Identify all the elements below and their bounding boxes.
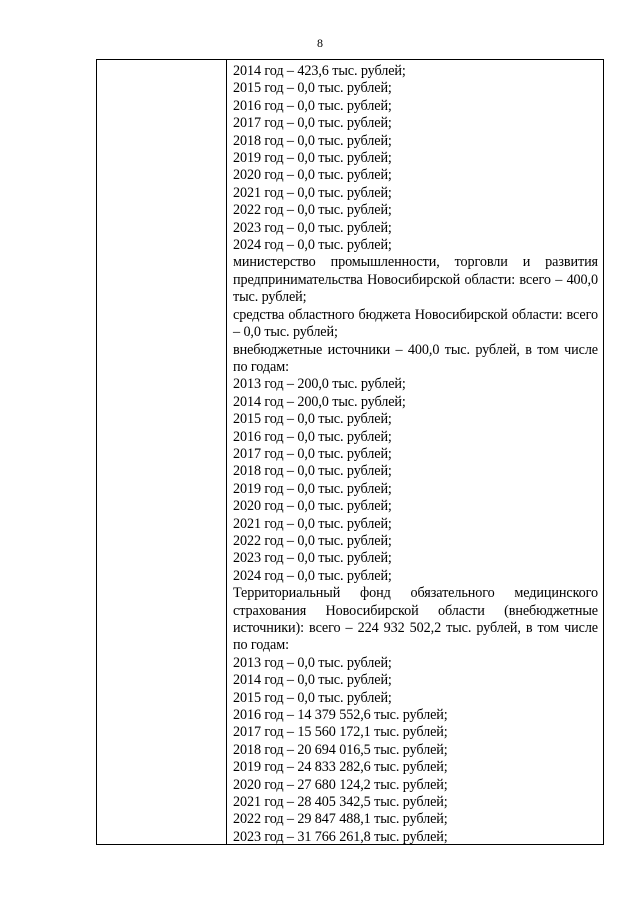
- funding-year-line: 2019 год – 24 833 282,6 тыс. рублей;: [233, 759, 448, 776]
- funding-year-line: 2023 год – 31 766 261,8 тыс. рублей;: [233, 828, 448, 844]
- page-number: 8: [317, 36, 323, 50]
- funding-year-line: 2024 год – 0,0 тыс. рублей;: [233, 567, 392, 584]
- funding-year-line: 2019 год – 0,0 тыс. рублей;: [233, 150, 392, 167]
- funding-year-line: 2017 год – 0,0 тыс. рублей;: [233, 445, 392, 462]
- funding-year-line: 2021 год – 0,0 тыс. рублей;: [233, 184, 392, 201]
- table-left-cell: [97, 60, 227, 844]
- funding-year-line: 2020 год – 0,0 тыс. рублей;: [233, 498, 392, 515]
- funding-years-block-3: [233, 655, 598, 844]
- funding-year-line: 2022 год – 0,0 тыс. рублей;: [233, 532, 392, 549]
- funding-year-line: 2023 год – 0,0 тыс. рублей;: [233, 550, 392, 567]
- funding-year-line: 2018 год – 20 694 016,5 тыс. рублей;: [233, 741, 448, 758]
- funding-year-line: 2016 год – 0,0 тыс. рублей;: [233, 97, 392, 114]
- funding-year-line: 2018 год – 0,0 тыс. рублей;: [233, 463, 392, 480]
- funding-year-line: 2016 год – 14 379 552,6 тыс. рублей;: [233, 707, 448, 724]
- funding-year-line: 2013 год – 0,0 тыс. рублей;: [233, 654, 392, 671]
- funding-year-line: 2020 год – 0,0 тыс. рублей;: [233, 167, 392, 184]
- funding-year-line: 2017 год – 15 560 172,1 тыс. рублей;: [233, 724, 448, 741]
- funding-year-line: 2023 год – 0,0 тыс. рублей;: [233, 219, 392, 236]
- funding-year-line: 2022 год – 0,0 тыс. рублей;: [233, 202, 392, 219]
- funding-years-block-1: [233, 63, 598, 254]
- funding-year-line: 2017 год – 0,0 тыс. рублей;: [233, 115, 392, 132]
- funding-year-line: 2018 год – 0,0 тыс. рублей;: [233, 132, 392, 149]
- regional-budget-paragraph: средства областного бюджета Новосибирской области: всего – 0,0 тыс. рублей;: [233, 306, 598, 341]
- funding-years-block-2: [233, 376, 598, 585]
- funding-year-line: 2014 год – 0,0 тыс. рублей;: [233, 672, 392, 689]
- funding-year-line: 2019 год – 0,0 тыс. рублей;: [233, 480, 392, 497]
- funding-year-line: 2024 год – 0,0 тыс. рублей;: [233, 237, 392, 254]
- funding-year-line: 2014 год – 423,6 тыс. рублей;: [233, 63, 406, 79]
- funding-year-line: 2015 год – 0,0 тыс. рублей;: [233, 80, 392, 97]
- ministry-paragraph: министерство промышленности, торговли и развития предпринимательства Новосибирской области: всего – 400,0 тыс. рублей;: [233, 254, 598, 306]
- funding-year-line: 2013 год – 200,0 тыс. рублей;: [233, 376, 406, 393]
- funding-table: [96, 59, 604, 845]
- funding-year-line: 2021 год – 28 405 342,5 тыс. рублей;: [233, 794, 448, 811]
- funding-year-line: 2020 год – 27 680 124,2 тыс. рублей;: [233, 776, 448, 793]
- funding-year-line: 2015 год – 0,0 тыс. рублей;: [233, 689, 392, 706]
- funding-year-line: 2014 год – 200,0 тыс. рублей;: [233, 393, 406, 410]
- table-right-cell: [228, 60, 603, 844]
- funding-year-line: 2015 год – 0,0 тыс. рублей;: [233, 411, 392, 428]
- funding-year-line: 2016 год – 0,0 тыс. рублей;: [233, 428, 392, 445]
- extrabudget-paragraph: внебюджетные источники – 400,0 тыс. рублей, в том числе по годам:: [233, 341, 598, 375]
- funding-year-line: 2022 год – 29 847 488,1 тыс. рублей;: [233, 811, 448, 828]
- fund-paragraph: Территориальный фонд обязательного медицинского страхования Новосибирской области (внебюджетные источники): всего – 224 932 502,2 тыс. рублей, в том числе по годам:: [233, 585, 598, 654]
- funding-year-line: 2021 год – 0,0 тыс. рублей;: [233, 515, 392, 532]
